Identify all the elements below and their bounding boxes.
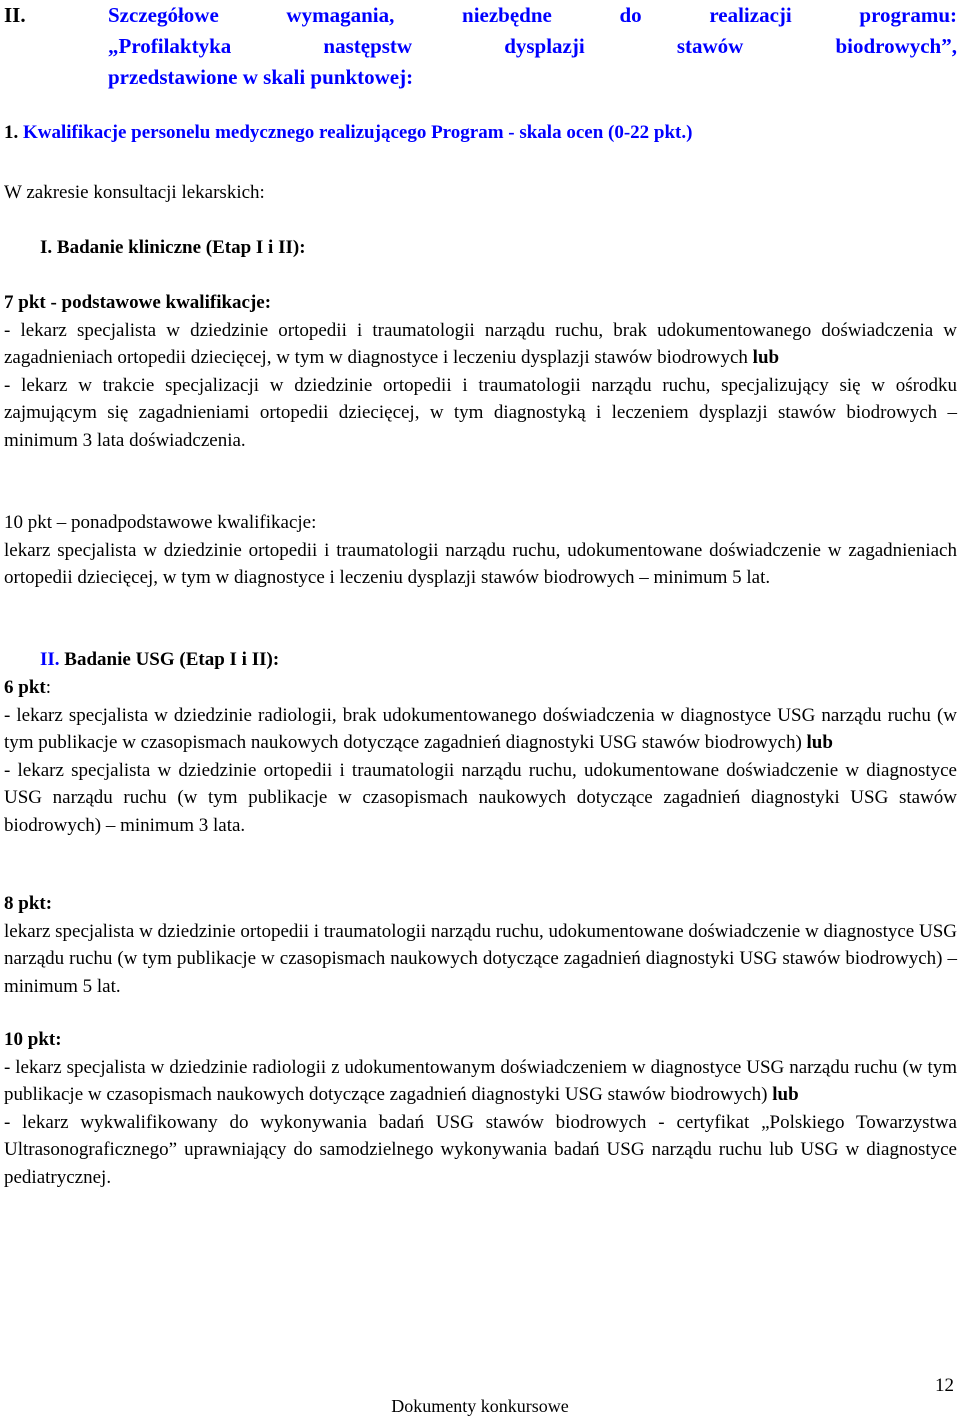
usg-10-item-1 bbox=[4, 1054, 957, 1109]
section-1-title: Kwalifikacje personelu medycznego realizującego Program - skala ocen (0-22 pkt.) bbox=[23, 122, 693, 143]
lub-connector: lub bbox=[806, 732, 833, 753]
exam-1-tier-1 bbox=[4, 289, 957, 454]
heading-line-3: przedstawione w skali punktowej: bbox=[108, 65, 414, 89]
usg-6-item-1-text: - lekarz specjalista w dziedzinie radiologii, brak udokumentowanego doświadczenia w diagnostyce USG narządu ruchu (w tym publikacje w czasopismach naukowych dotyczące zagadnień diagnostyki USG stawów biodrowych) bbox=[4, 704, 957, 753]
section-1-intro: W zakresie konsultacji lekarskich: bbox=[4, 182, 265, 203]
tier-1-item-2: - lekarz w trakcie specjalizacji w dziedzinie ortopedii i traumatologii narządu ruchu, specjalizujący się w ośrodku zajmującym się zagadnieniami ortopedii dziecięcej, w tym diagnostyką i leczeniem dysplazji stawów biodrowych – minimum 3 lata doświadczenia. bbox=[4, 374, 957, 451]
tier-1-label: 7 pkt - podstawowe kwalifikacje: bbox=[4, 292, 272, 313]
usg-6-pkt bbox=[4, 674, 957, 839]
usg-10-pkt bbox=[4, 1026, 957, 1191]
usg-10-item-2: - lekarz wykwalifikowany do wykonywania badań USG stawów biodrowych - certyfikat „Polskiego Towarzystwa Ultrasonograficznego” uprawniający do samodzielnego wykonywania badań USG narządu ruchu lub USG w diagnostyce pediatrycznej. bbox=[4, 1111, 957, 1188]
footer-text: Dokumenty konkursowe bbox=[391, 1396, 569, 1416]
exam-2-numeral: II. bbox=[40, 649, 60, 670]
exam-1-title: Badanie kliniczne (Etap I i II): bbox=[56, 237, 306, 258]
usg-10-label: 10 pkt: bbox=[4, 1029, 62, 1050]
exam-1-tier-2 bbox=[4, 509, 957, 592]
main-heading bbox=[4, 0, 957, 93]
tier-1-item-1 bbox=[4, 317, 957, 372]
usg-6-label: 6 pkt bbox=[4, 677, 46, 698]
usg-6-colon: : bbox=[45, 677, 51, 698]
exam-1-numeral: I. bbox=[40, 237, 53, 258]
usg-6-label-row bbox=[4, 674, 957, 702]
lub-connector: lub bbox=[772, 1084, 799, 1105]
tier-2-text: lekarz specjalista w dziedzinie ortopedii i traumatologii narządu ruchu, udokumentowane doświadczenie w zagadnieniach ortopedii dziecięcej, w tym w diagnostyce i leczeniu dysplazji stawów biodrowych – minimum 5 lat. bbox=[4, 539, 957, 588]
usg-8-text: lekarz specjalista w dziedzinie ortopedii i traumatologii narządu ruchu, udokumentowane doświadczenie w diagnostyce USG narządu ruchu (w tym publikacje w czasopismach naukowych dotyczące zagadnień diagnostyki USG stawów biodrowych) – minimum 5 lat. bbox=[4, 920, 957, 997]
exam-2-title: Badanie USG (Etap I i II): bbox=[64, 649, 280, 670]
lub-connector: lub bbox=[752, 347, 780, 368]
usg-8-pkt bbox=[4, 890, 957, 1000]
usg-10-item-1-text: - lekarz specjalista w dziedzinie radiologii z udokumentowanym doświadczeniem w diagnostyce USG narządu ruchu (w tym publikacje w czasopismach naukowych dotyczące zagadnień diagnostyki USG stawów biodrowych) bbox=[4, 1056, 957, 1105]
usg-6-item-1 bbox=[4, 702, 957, 757]
tier-2-label: 10 pkt – ponadpodstawowe kwalifikacje: bbox=[4, 512, 317, 533]
heading-line-2: „Profilaktyka następstw dysplazji stawów biodrowych”, bbox=[108, 34, 957, 58]
heading-numeral: II. bbox=[4, 3, 26, 27]
exam-2-heading bbox=[40, 646, 279, 674]
exam-1-heading bbox=[40, 234, 306, 262]
heading-line-1: Szczegółowe wymagania, niezbędne do realizacji programu: bbox=[108, 3, 957, 27]
page-number: 12 bbox=[935, 1375, 954, 1396]
section-1-heading bbox=[4, 119, 692, 147]
usg-6-item-2: - lekarz specjalista w dziedzinie ortopedii i traumatologii narządu ruchu, udokumentowane doświadczenie w diagnostyce USG narządu ruchu (w tym publikacje w czasopismach naukowych dotyczące zagadnień diagnostyki USG stawów biodrowych) – minimum 3 lata. bbox=[4, 759, 957, 836]
usg-8-label: 8 pkt: bbox=[4, 893, 53, 914]
section-1-number: 1. bbox=[4, 122, 19, 143]
tier-1-item-1-text: - lekarz specjalista w dziedzinie ortopedii i traumatologii narządu ruchu, brak udokumentowanego doświadczenia w zagadnieniach ortopedii dziecięcej, w tym w diagnostyce i leczeniu dysplazji stawów biodrowych bbox=[4, 319, 957, 368]
